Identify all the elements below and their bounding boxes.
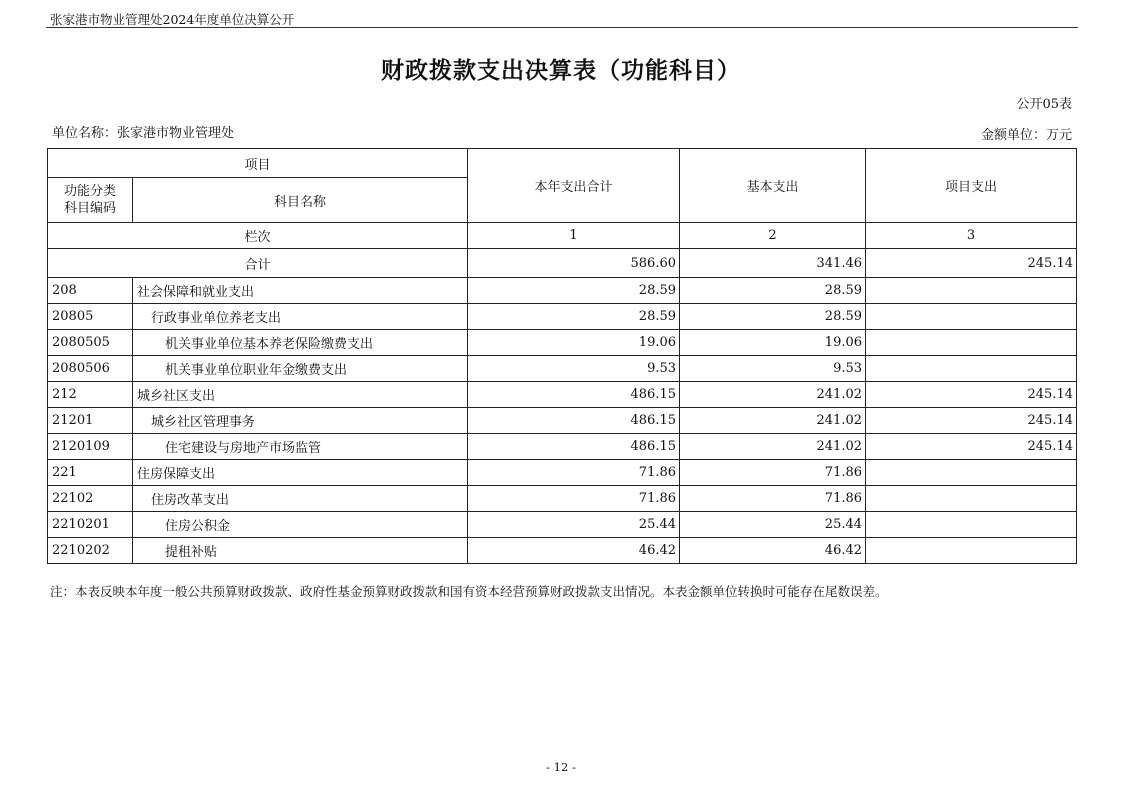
cell-code: 2210201: [48, 512, 133, 538]
cell-name: 机关事业单位职业年金缴费支出: [133, 356, 468, 382]
cell-basic: 71.86: [680, 486, 866, 512]
cell-basic: 28.59: [680, 304, 866, 330]
cell-code: 20805: [48, 304, 133, 330]
cell-basic: 28.59: [680, 278, 866, 304]
cell-code: 2080505: [48, 330, 133, 356]
cell-code: 2210202: [48, 538, 133, 564]
cell-project: 245.14: [866, 434, 1077, 460]
table-row: [48, 382, 1077, 408]
cell-project: [866, 538, 1077, 564]
cell-project: [866, 304, 1077, 330]
cell-basic: 71.86: [680, 460, 866, 486]
table-row: [48, 278, 1077, 304]
table-row: [48, 486, 1077, 512]
total-row: [48, 249, 1077, 278]
table-row: [48, 304, 1077, 330]
cell-name: 行政事业单位养老支出: [133, 304, 468, 330]
cell-name: 提租补贴: [133, 538, 468, 564]
cell-code: 208: [48, 278, 133, 304]
table-row: [48, 434, 1077, 460]
currency-unit: 金额单位：万元: [980, 128, 1072, 143]
cell-total: 486.15: [468, 382, 680, 408]
header-divider: [46, 27, 1078, 28]
cell-project: 245.14: [866, 408, 1077, 434]
cell-project: [866, 486, 1077, 512]
cell-basic: 241.02: [680, 408, 866, 434]
table-row: [48, 538, 1077, 564]
form-number: 公开05表: [1016, 97, 1072, 112]
table-row: [48, 512, 1077, 538]
cell-name: 住房保障支出: [133, 460, 468, 486]
cell-total: 486.15: [468, 434, 680, 460]
header-total: 本年支出合计: [468, 149, 680, 223]
cell-code: 21201: [48, 408, 133, 434]
cell-project: [866, 512, 1077, 538]
header-name: 科目名称: [133, 178, 468, 223]
cell-basic: 241.02: [680, 434, 866, 460]
cell-total: 19.06: [468, 330, 680, 356]
cell-project: 245.14: [866, 382, 1077, 408]
cell-name: 住房改革支出: [133, 486, 468, 512]
row-index-3: 3: [866, 223, 1077, 249]
table-row: [48, 460, 1077, 486]
cell-code: 22102: [48, 486, 133, 512]
table-row: [48, 408, 1077, 434]
row-index-2: 2: [680, 223, 866, 249]
cell-basic: 25.44: [680, 512, 866, 538]
header-project: 项目支出: [866, 149, 1077, 223]
cell-project: [866, 356, 1077, 382]
cell-total: 25.44: [468, 512, 680, 538]
cell-basic: 241.02: [680, 382, 866, 408]
cell-name: 住房公积金: [133, 512, 468, 538]
cell-total: 28.59: [468, 278, 680, 304]
cell-name: 机关事业单位基本养老保险缴费支出: [133, 330, 468, 356]
unit-name: 单位名称：张家港市物业管理处: [52, 126, 235, 141]
cell-name: 城乡社区支出: [133, 382, 468, 408]
row-index-label: 栏次: [48, 223, 468, 249]
cell-total: 28.59: [468, 304, 680, 330]
basic-value: 341.46: [680, 249, 866, 278]
expenditure-table: [47, 148, 1077, 564]
cell-total: 486.15: [468, 408, 680, 434]
project-value: 245.14: [866, 249, 1077, 278]
footnote: 注：本表反映本年度一般公共预算财政拨款、政府性基金预算财政拨款和国有资本经营预算财政拨款支出情况。本表金额单位转换时可能存在尾数误差。: [50, 584, 888, 599]
header-basic: 基本支出: [680, 149, 866, 223]
cell-total: 71.86: [468, 486, 680, 512]
row-index-1: 1: [468, 223, 680, 249]
cell-project: [866, 460, 1077, 486]
total-label: 合计: [48, 249, 468, 278]
cell-total: 46.42: [468, 538, 680, 564]
cell-name: 社会保障和就业支出: [133, 278, 468, 304]
cell-code: 221: [48, 460, 133, 486]
header-item: 项目: [48, 149, 468, 178]
cell-basic: 9.53: [680, 356, 866, 382]
total-value: 586.60: [468, 249, 680, 278]
table-row: [48, 330, 1077, 356]
cell-basic: 46.42: [680, 538, 866, 564]
cell-project: [866, 278, 1077, 304]
cell-name: 城乡社区管理事务: [133, 408, 468, 434]
cell-name: 住宅建设与房地产市场监管: [133, 434, 468, 460]
document-header: 张家港市物业管理处2024年度单位决算公开: [50, 12, 295, 27]
cell-code: 212: [48, 382, 133, 408]
table-row: [48, 356, 1077, 382]
page-title: 财政拨款支出决算表（功能科目）: [381, 58, 741, 84]
cell-total: 9.53: [468, 356, 680, 382]
cell-total: 71.86: [468, 460, 680, 486]
cell-code: 2080506: [48, 356, 133, 382]
page-number: - 12 -: [546, 760, 576, 774]
cell-basic: 19.06: [680, 330, 866, 356]
cell-project: [866, 330, 1077, 356]
header-code: 功能分类 科目编码: [48, 178, 133, 223]
cell-code: 2120109: [48, 434, 133, 460]
